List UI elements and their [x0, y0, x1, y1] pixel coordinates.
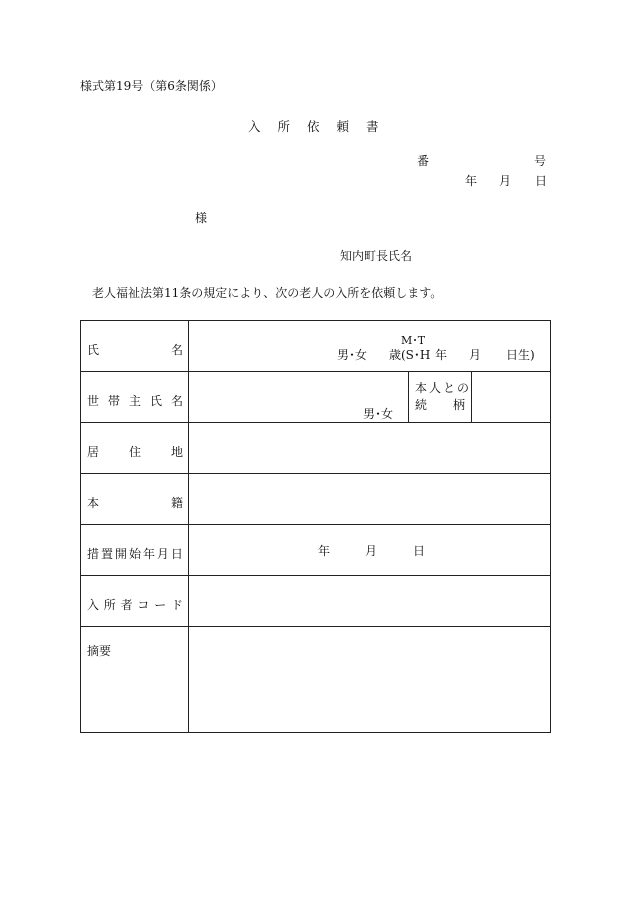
- name-row: [81, 321, 551, 372]
- date-year-label: 年: [465, 174, 478, 188]
- start-date-label-char: 措: [87, 547, 100, 561]
- entrant-code-label-char: 者: [120, 598, 133, 612]
- residence-label-char: 居: [87, 445, 100, 459]
- householder-row: [81, 372, 551, 423]
- start-year-label: 年: [318, 544, 331, 558]
- start-date-label-cell: [81, 525, 189, 576]
- householder-label-char: 氏: [149, 394, 162, 408]
- number-suffix: 号: [534, 154, 547, 168]
- statement-text: 老人福祉法第11条の規定により、次の老人の入所を依頼します。: [92, 286, 443, 300]
- residence-label: [87, 443, 183, 460]
- name-label-char: 名: [170, 343, 183, 357]
- start-date-label-char: 開: [114, 547, 127, 561]
- start-date-label-char: 月: [156, 547, 169, 561]
- residence-label-cell: [81, 423, 189, 474]
- name-value-cell[interactable]: [189, 321, 551, 372]
- start-date-label-char: 置: [100, 547, 113, 561]
- domicile-label-cell: [81, 474, 189, 525]
- start-date-label-char: 年: [142, 547, 155, 561]
- addressee-suffix: 様: [195, 211, 208, 225]
- residence-label-char: 地: [170, 445, 183, 459]
- remarks-label: 摘要: [87, 644, 112, 658]
- remarks-label-cell: [81, 627, 189, 733]
- start-date-label: [87, 545, 183, 562]
- entrant-code-label-char: コ: [137, 598, 150, 612]
- entrant-code-label-char: 入: [87, 598, 100, 612]
- age-unit: 歳: [389, 348, 402, 362]
- name-sex: 男･女: [337, 348, 368, 362]
- form-number: 様式第19号（第6条関係）: [80, 79, 223, 93]
- remarks-row: [81, 627, 551, 733]
- householder-label-cell: [81, 372, 189, 423]
- start-date-label-char: 日: [170, 547, 183, 561]
- entrant-code-row: [81, 576, 551, 627]
- birth-year-label: 年: [435, 348, 448, 362]
- request-form-table: [80, 320, 551, 733]
- residence-label-char: 住: [128, 445, 141, 459]
- domicile-label-char: 籍: [170, 496, 183, 510]
- householder-value-cell[interactable]: [189, 372, 551, 423]
- era-top: M･T: [401, 334, 426, 347]
- entrant-code-label-char: ー: [154, 598, 167, 612]
- remarks-value-cell[interactable]: [189, 627, 551, 733]
- start-date-label-char: 始: [128, 547, 141, 561]
- relation-label-line2a: 続: [415, 398, 428, 412]
- name-label: [87, 341, 183, 358]
- start-day-label: 日: [413, 544, 426, 558]
- date-month-label: 月: [499, 174, 512, 188]
- householder-label-char: 名: [170, 394, 183, 408]
- entrant-code-label-char: 所: [103, 598, 116, 612]
- entrant-code-label-char: ド: [170, 598, 183, 612]
- start-date-value-cell[interactable]: [189, 525, 551, 576]
- householder-label-char: 帯: [107, 394, 120, 408]
- residence-value-cell[interactable]: [189, 423, 551, 474]
- relation-label-line2b: 柄: [453, 398, 466, 412]
- date-day-label: 日: [535, 174, 548, 188]
- birth-day-label: 日生): [506, 348, 535, 362]
- domicile-value-cell[interactable]: [189, 474, 551, 525]
- relation-label-cell: [408, 372, 472, 422]
- householder-label-char: 世: [87, 394, 100, 408]
- entrant-code-label-cell: [81, 576, 189, 627]
- document-title: 入所依頼書: [248, 119, 396, 134]
- era-bottom: (S･H: [401, 348, 431, 362]
- residence-row: [81, 423, 551, 474]
- domicile-row: [81, 474, 551, 525]
- householder-label-char: 主: [128, 394, 141, 408]
- number-label: 番: [417, 154, 430, 168]
- name-label-cell: [81, 321, 189, 372]
- name-label-char: 氏: [87, 343, 100, 357]
- householder-sex: 男･女: [363, 407, 394, 421]
- domicile-label-char: 本: [87, 496, 100, 510]
- start-date-row: [81, 525, 551, 576]
- relation-label-line1: 本人との: [415, 381, 472, 395]
- domicile-label: [87, 494, 183, 511]
- entrant-code-value-cell[interactable]: [189, 576, 551, 627]
- entrant-code-label: [87, 596, 183, 613]
- householder-label: [87, 392, 183, 409]
- sender-name: 知内町長氏名: [340, 249, 413, 263]
- birth-month-label: 月: [469, 348, 482, 362]
- start-month-label: 月: [365, 544, 378, 558]
